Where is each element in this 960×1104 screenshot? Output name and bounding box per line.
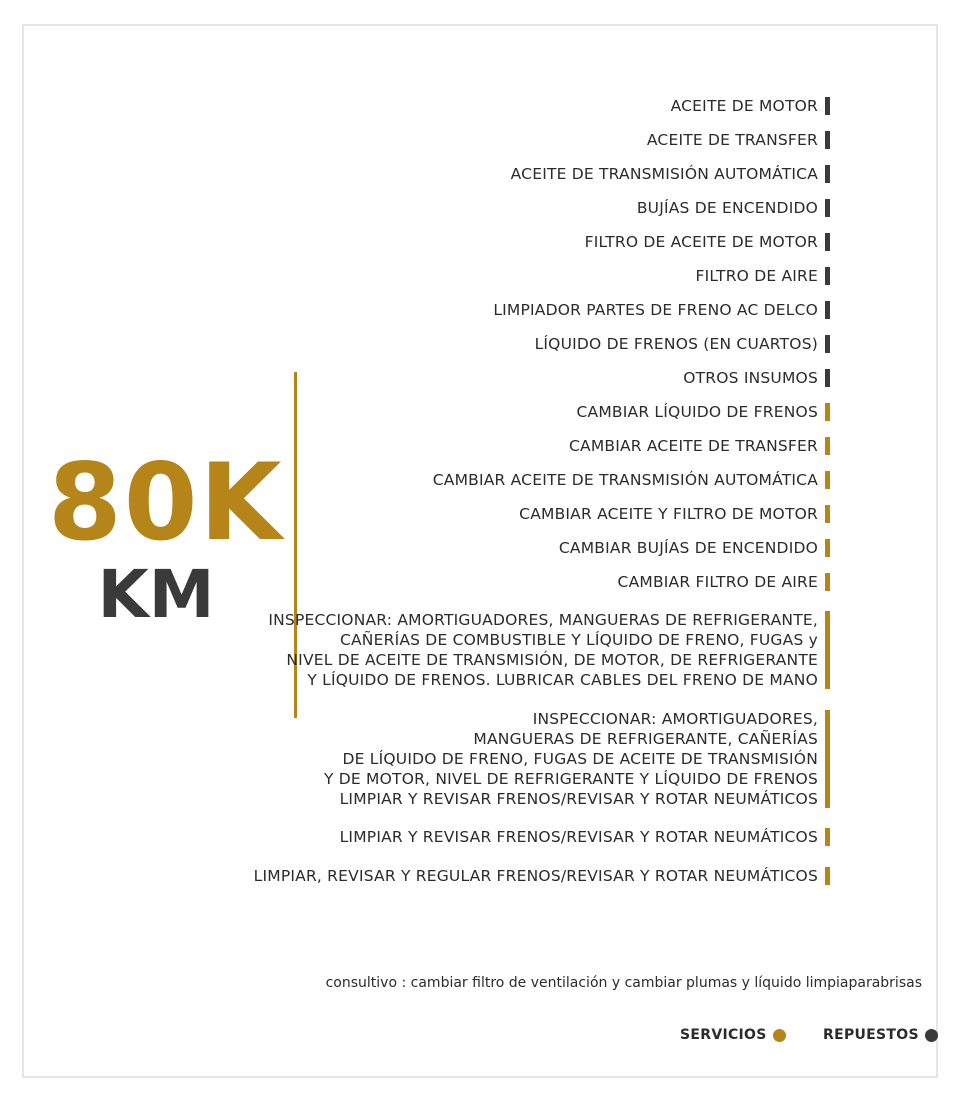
legend-repuestos-label: REPUESTOS <box>823 1027 919 1043</box>
servicio-item-line: MANGUERAS DE REFRIGERANTE, CAÑERÍAS <box>473 730 818 748</box>
servicio-item-line: CAMBIAR BUJÍAS DE ENCENDIDO <box>558 539 818 557</box>
servicio-marker <box>825 611 830 689</box>
repuesto-item: BUJÍAS DE ENCENDIDO <box>636 199 818 217</box>
servicio-item-line: Y DE MOTOR, NIVEL DE REFRIGERANTE Y LÍQUIDO DE FRENOS <box>324 770 818 788</box>
repuesto-item: FILTRO DE AIRE <box>695 267 818 285</box>
servicio-item-line: CAMBIAR ACEITE DE TRANSFER <box>569 437 818 455</box>
servicio-marker <box>825 710 830 808</box>
legend-servicios-label: SERVICIOS <box>680 1027 767 1043</box>
servicio-marker <box>825 505 830 523</box>
repuesto-marker <box>825 233 830 251</box>
servicio-marker <box>825 867 830 885</box>
servicio-item <box>577 402 818 422</box>
repuesto-marker <box>825 199 830 217</box>
repuesto-item: ACEITE DE TRANSMISIÓN AUTOMÁTICA <box>510 165 818 183</box>
repuestos-dot-icon <box>925 1029 938 1042</box>
servicio-item <box>340 827 818 847</box>
servicio-item-line: LIMPIAR Y REVISAR FRENOS/REVISAR Y ROTAR NEUMÁTICOS <box>339 790 818 808</box>
servicio-item-line: CAMBIAR ACEITE Y FILTRO DE MOTOR <box>519 505 818 523</box>
repuesto-marker <box>825 369 830 387</box>
repuesto-item: ACEITE DE MOTOR <box>670 97 818 115</box>
servicio-marker <box>825 828 830 846</box>
repuesto-marker <box>825 267 830 285</box>
servicio-item <box>618 572 818 592</box>
repuesto-item: FILTRO DE ACEITE DE MOTOR <box>584 233 818 251</box>
servicio-item <box>254 866 818 886</box>
mileage-unit: KM <box>97 556 215 633</box>
legend-servicios <box>680 1027 786 1043</box>
servicio-item-line: NIVEL DE ACEITE DE TRANSMISIÓN, DE MOTOR, DE REFRIGERANTE <box>286 651 818 669</box>
servicio-item <box>519 504 818 524</box>
servicio-item-line: LIMPIAR, REVISAR Y REGULAR FRENOS/REVISAR Y ROTAR NEUMÁTICOS <box>253 867 818 885</box>
servicios-dot-icon <box>773 1029 786 1042</box>
servicio-item <box>433 470 818 490</box>
servicio-item-line: Y LÍQUIDO DE FRENOS. LUBRICAR CABLES DEL FRENO DE MANO <box>307 671 818 689</box>
repuesto-item: LÍQUIDO DE FRENOS (EN CUARTOS) <box>534 335 818 353</box>
servicio-item-line: CAMBIAR ACEITE DE TRANSMISIÓN AUTOMÁTICA <box>432 471 818 489</box>
servicio-item <box>268 610 818 690</box>
repuesto-item: LIMPIADOR PARTES DE FRENO AC DELCO <box>493 301 818 319</box>
servicio-marker <box>825 539 830 557</box>
legend-repuestos <box>823 1027 938 1043</box>
servicio-marker <box>825 437 830 455</box>
servicio-item-line: INSPECCIONAR: AMORTIGUADORES, <box>532 710 818 728</box>
servicio-item-line: INSPECCIONAR: AMORTIGUADORES, MANGUERAS DE REFRIGERANTE, <box>268 611 818 629</box>
servicio-item-line: CAMBIAR LÍQUIDO DE FRENOS <box>576 403 818 421</box>
footnote: consultivo : cambiar filtro de ventilación y cambiar plumas y líquido limpiaparabrisas <box>325 975 922 991</box>
repuesto-item: OTROS INSUMOS <box>683 369 818 387</box>
servicio-marker <box>825 573 830 591</box>
repuesto-marker <box>825 301 830 319</box>
servicio-item <box>324 709 818 809</box>
repuesto-marker <box>825 165 830 183</box>
servicio-item-line: DE LÍQUIDO DE FRENO, FUGAS DE ACEITE DE TRANSMISIÓN <box>342 750 818 768</box>
servicio-item <box>559 538 818 558</box>
repuesto-marker <box>825 97 830 115</box>
repuesto-marker <box>825 335 830 353</box>
servicio-item-line: LIMPIAR Y REVISAR FRENOS/REVISAR Y ROTAR NEUMÁTICOS <box>339 828 818 846</box>
repuesto-marker <box>825 131 830 149</box>
servicio-marker <box>825 471 830 489</box>
servicio-marker <box>825 403 830 421</box>
servicio-item-line: CAMBIAR FILTRO DE AIRE <box>617 573 818 591</box>
servicio-item-line: CAÑERÍAS DE COMBUSTIBLE Y LÍQUIDO DE FRENO, FUGAS y <box>339 631 818 649</box>
mileage-block <box>48 441 284 633</box>
repuesto-item: ACEITE DE TRANSFER <box>646 131 818 149</box>
mileage-number: 80K <box>48 441 284 564</box>
servicio-item <box>569 436 818 456</box>
